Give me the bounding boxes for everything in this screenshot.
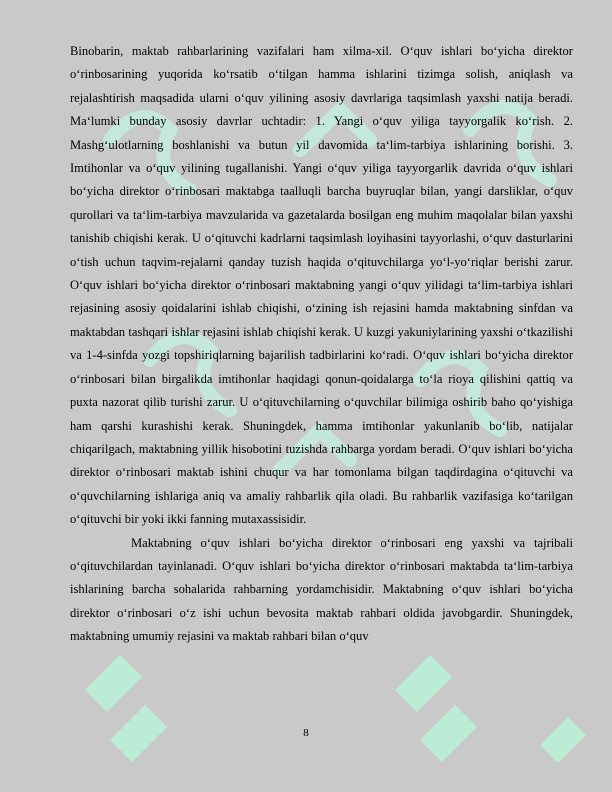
document-body xyxy=(70,40,573,649)
watermark-glyph xyxy=(85,655,167,762)
page-number: 8 xyxy=(303,727,309,739)
paragraph-1: Binobarin, maktab rahbarlarining vazifalari ham xilma-xil. O‘quv ishlari bo‘yicha direktor o‘rinbosarining yuqorida ko‘rsatib o‘tilgan hamma ishlarini tizimga solish, aniqlash va rejalashtirish maqsadida ularni o‘quv yilining asosiy davrlariga taqsimlash yaxshi natija beradi. Ma‘lumki bunday asosiy davrlar uchtadir: 1. Yangi o‘quv yiliga tayyorgalik ko‘rish. 2. Mashg‘ulotlarning boshlanishi va butun yil davomida ta‘lim-tarbiya ishlarining borishi. 3. Imtihonlar va o‘quv yilining tugallanishi. Yangi o‘quv yiliga tayyorgarlik davrida o‘quv ishlari bo‘yicha direktor o‘rinbosari maktabga taalluqli barcha buyruqlar bilan, yangi darsliklar, o‘quv qurollari va ta‘lim-tarbiya mavzularida va gazetalarda bosilgan eng muhim maqolalar bilan yaxshi tanishib chiqishi kerak. U o‘qituvchi kadrlarni taqsimlash loyihasini tayyorlashi, o‘quv dasturlarini o‘tish uchun taqvim-rejalarni qanday tuzish haqida o‘qituvchilarga yo‘l-yo‘riqlar berishi zarur. O‘quv ishlari bo‘yicha direktor o‘rinbosari maktabning yangi o‘quv yilidagi ta‘lim-tarbiya ishlari rejasining asosiy qoidalarini ishlab chiqishi, o‘zining ish rejasini hamda maktabning sinfdan va maktabdan tashqari ishlar rejasini ishlab chiqishi kerak. U kuzgi yakuniylarining yaxshi o‘tkazilishi va 1-4-sinfda yozgi topshiriqlarning bajarilish tadbirlarini ko‘radi. O‘quv ishlari bo‘yicha direktor o‘rinbosari bilan birgalikda imtihonlar haqidagi qonun-qoidalarga to‘la rioya qilishini qattiq va puxta nazorat qilib turishi zarur. U o‘qituvchilarning o‘quvchilar bilimiga oshirib baho qo‘yishiga ham qarshi kurashishi kerak. Shuningdek, hamma imtihonlar yakunlanib bo‘lib, natijalar chiqarilgach, maktabning yillik hisobotini tuzishda rahbarga yordam beradi. O‘quv ishlari bo‘yicha direktor o‘rinbosari maktab ishini chuqur va har tomonlama bilgan taqdirdagina o‘qituvchi va o‘quvchilarning ishlariga aniq va amaliy rahbarlik qila oladi. Bu rahbarlik vazifasiga ko‘tarilgan o‘qituvchi bir yoki ikki fanning mutaxassisidir. xyxy=(70,44,573,527)
paragraph-2: Maktabning o‘quv ishlari bo‘yicha direktor o‘rinbosari eng yaxshi va tajribali o‘qituvchilardan tayinlanadi. O‘quv ishlari bo‘yicha direktor o‘rinbosari maktabda ta‘lim-tarbiya ishlarining barcha sohalarida rahbarning yordamchisidir. Maktabning o‘quv ishlari bo‘yicha direktor o‘rinbosari o‘z ishi uchun bevosita maktab rahbari oldida javobgardir. Shuningdek, maktabning umumiy rejasini va maktab rahbari bilan o‘quv xyxy=(70,535,573,644)
watermark-glyph xyxy=(540,717,586,763)
watermark-glyph xyxy=(395,655,477,762)
